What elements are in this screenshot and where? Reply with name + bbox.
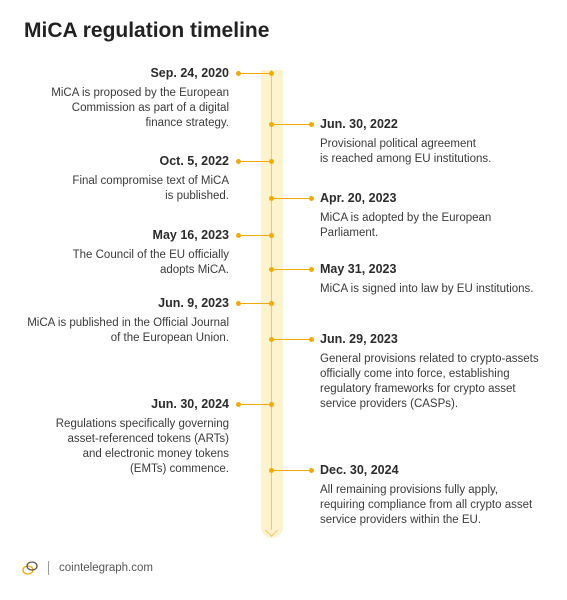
event-description-line: All remaining provisions fully apply, [320, 484, 499, 496]
event-description-line: MiCA is proposed by the European [51, 87, 229, 99]
event-description-line: service providers within the EU. [320, 514, 482, 526]
footer [22, 561, 153, 575]
timeline-dot [269, 301, 274, 306]
timeline-dot [236, 402, 241, 407]
event-description-line: The Council of the EU officially [72, 249, 229, 261]
timeline-connector [237, 235, 271, 236]
event-date: Dec. 30, 2024 [320, 463, 399, 477]
event-description-line: Regulations specifically governing [55, 418, 229, 430]
timeline-dot [309, 468, 314, 473]
timeline-connector [237, 404, 271, 405]
event-description-line: Provisional political agreement [320, 138, 476, 150]
event-description-line: service providers (CASPs). [320, 398, 459, 410]
event-description [320, 282, 550, 297]
timeline-dot [236, 301, 241, 306]
timeline-event [9, 397, 229, 477]
timeline-dot [309, 196, 314, 201]
event-description [9, 248, 229, 278]
event-description [320, 352, 550, 412]
event-description-line: of the European Union. [110, 332, 229, 344]
event-description-line: officially come into force, establishing [320, 368, 510, 380]
timeline-dot [269, 122, 274, 127]
timeline-event [320, 262, 550, 297]
event-description-line: Final compromise text of MiCA [72, 175, 229, 187]
timeline-event [9, 296, 229, 346]
event-date: Oct. 5, 2022 [159, 154, 229, 168]
timeline-connector [271, 198, 311, 199]
timeline-line [271, 70, 272, 530]
event-description-line: asset-referenced tokens (ARTs) [67, 433, 229, 445]
timeline-dot [269, 267, 274, 272]
timeline-connector [271, 470, 311, 471]
timeline-event [320, 332, 550, 412]
event-description [320, 211, 550, 241]
timeline-dot [236, 71, 241, 76]
event-description [9, 174, 229, 204]
event-description-line: Commission as part of a digital [71, 102, 229, 114]
event-date: Jun. 30, 2024 [151, 397, 229, 411]
event-description-line: finance strategy. [145, 117, 229, 129]
event-description-line: regulatory frameworks for crypto asset [320, 383, 516, 395]
footer-brand: cointelegraph.com [59, 562, 153, 574]
event-description [9, 316, 229, 346]
event-description-line: adopts MiCA. [159, 264, 229, 276]
event-description-line: is reached among EU institutions. [320, 153, 492, 165]
timeline-event [9, 228, 229, 278]
timeline-dot [269, 233, 274, 238]
timeline-connector [237, 161, 271, 162]
event-date: Sep. 24, 2020 [150, 66, 229, 80]
event-date: Jun. 29, 2023 [320, 332, 398, 346]
event-date: Jun. 30, 2022 [320, 117, 398, 131]
event-description-line: MiCA is published in the Official Journal [27, 317, 229, 329]
event-date: May 16, 2023 [152, 228, 229, 242]
event-date: Jun. 9, 2023 [158, 296, 229, 310]
timeline-dot [269, 71, 274, 76]
event-description-line: General provisions related to crypto-assets [320, 353, 539, 365]
timeline-dot [309, 337, 314, 342]
event-date: May 31, 2023 [320, 262, 397, 276]
event-description-line: MiCA is adopted by the European [320, 212, 492, 224]
event-description [9, 417, 229, 477]
timeline-dot [269, 337, 274, 342]
timeline-dot [269, 402, 274, 407]
event-description [9, 86, 229, 131]
timeline-dot [269, 196, 274, 201]
event-description-line: and electronic money tokens [82, 448, 229, 460]
timeline-event [9, 66, 229, 131]
timeline-event [320, 463, 550, 528]
page-title: MiCA regulation timeline [24, 19, 270, 42]
timeline-event [320, 117, 550, 167]
timeline-dot [309, 267, 314, 272]
timeline-dot [309, 122, 314, 127]
timeline-event [9, 154, 229, 204]
timeline-connector [237, 73, 271, 74]
timeline-dot [269, 468, 274, 473]
cointelegraph-logo-icon [22, 561, 38, 575]
timeline-connector [271, 339, 311, 340]
event-description-line: MiCA is signed into law by EU institutions. [320, 283, 534, 295]
event-description [320, 483, 550, 528]
timeline-dot [236, 159, 241, 164]
timeline-connector [271, 124, 311, 125]
timeline-dot [236, 233, 241, 238]
event-date: Apr. 20, 2023 [320, 191, 397, 205]
event-description-line: requiring compliance from all crypto asset [320, 499, 533, 511]
event-description-line: Parliament. [320, 227, 379, 239]
timeline-connector [237, 303, 271, 304]
timeline-connector [271, 269, 311, 270]
event-description [320, 137, 550, 167]
timeline-dot [269, 159, 274, 164]
event-description-line: (EMTs) commence. [129, 463, 229, 475]
footer-separator [48, 561, 49, 575]
timeline-event [320, 191, 550, 241]
event-description-line: is published. [165, 190, 229, 202]
